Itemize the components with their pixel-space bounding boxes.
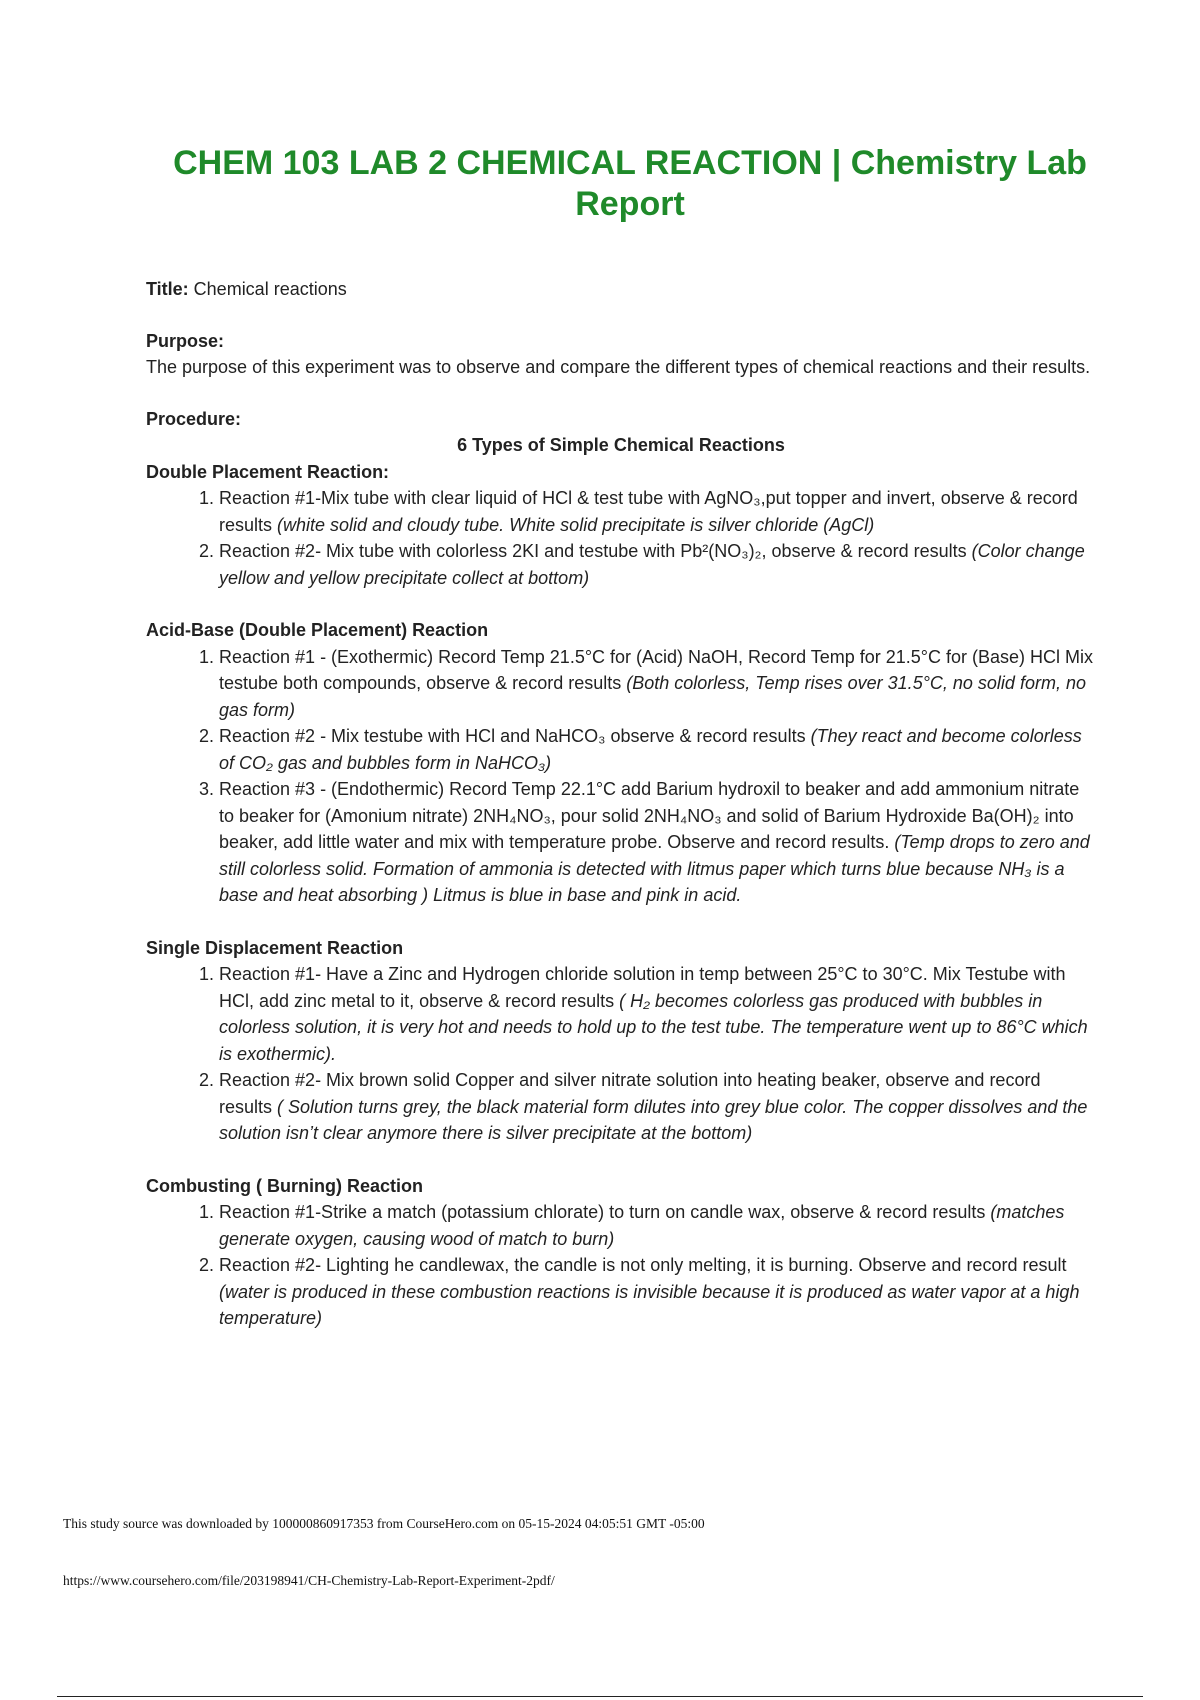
- reaction-text: Reaction #2- Mix tube with colorless 2KI and testube with Pb²(NO₃)₂, observe & record results: [219, 541, 972, 561]
- source-url-footer[interactable]: https://www.coursehero.com/file/203198941/CH-Chemistry-Lab-Report-Experiment-2pdf/: [63, 1573, 555, 1588]
- procedure-heading: Procedure:: [146, 408, 242, 429]
- list-item: [219, 538, 1096, 591]
- document-body: [146, 276, 1096, 1332]
- reaction-text: Reaction #3 - (Endothermic) Record Temp 22.1°C add Barium hydroxil to beaker and add ammonium nitrate to beaker for (Amonium nitrate) 2NH₄NO₃, pour solid 2NH₄NO₃ and solid of Barium Hydroxide Ba(OH)₂ into beaker, add little water and mix with temperature probe. Observe and record results.: [219, 779, 1080, 852]
- list-item: [219, 485, 1096, 538]
- title-label: Title:: [146, 279, 189, 299]
- bottom-divider: [57, 1696, 1143, 1697]
- list-item: [219, 1199, 1096, 1252]
- document-title: CHEM 103 LAB 2 CHEMICAL REACTION | Chemistry Lab Report: [173, 144, 1087, 223]
- list-item: [219, 1252, 1096, 1332]
- list-item: [219, 961, 1096, 1067]
- list-item: [219, 723, 1096, 776]
- reaction-text: Reaction #2- Lighting he candlewax, the candle is not only melting, it is burning. Observe and record result: [219, 1255, 1067, 1275]
- section-heading-combusting: Combusting ( Burning) Reaction: [146, 1175, 423, 1196]
- section-heading-double-placement: Double Placement Reaction:: [146, 461, 390, 482]
- reaction-text: Reaction #1-Strike a match (potassium chlorate) to turn on candle wax, observe & record results: [219, 1202, 991, 1222]
- reaction-text: Reaction #2 - Mix testube with HCl and NaHCO₃ observe & record results: [219, 726, 811, 746]
- purpose-text: The purpose of this experiment was to observe and compare the different types of chemical reactions and their results.: [146, 357, 1091, 377]
- title-line: [146, 276, 1096, 303]
- download-source-footer: This study source was downloaded by 100000860917353 from CourseHero.com on 05-15-2024 04:05:51 GMT -05:00: [63, 1516, 705, 1531]
- reaction-observation: (Temp drops to zero and still colorless solid. Formation of ammonia is detected with litmus paper which turns blue because NH₃ is a base and heat absorbing ) Litmus is blue in base and pink in acid.: [219, 832, 1090, 905]
- list-item: [219, 1067, 1096, 1147]
- reaction-list-acid-base: [146, 644, 1096, 909]
- reaction-observation: (They react and become colorless of CO₂ gas and bubbles form in NaHCO₃): [219, 726, 1082, 773]
- section-heading-single-displacement: Single Displacement Reaction: [146, 937, 404, 958]
- section-heading-acid-base: Acid-Base (Double Placement) Reaction: [146, 620, 489, 640]
- title-value: Chemical reactions: [188, 279, 347, 299]
- reaction-text: Reaction #1-Mix tube with clear liquid of HCl & test tube with AgNO₃,put topper and invert, observe & record results: [219, 488, 1078, 535]
- reaction-observation: (water is produced in these combustion reactions is invisible because it is produced as water vapor at a high temperature): [219, 1281, 1080, 1328]
- reaction-text: Reaction #2- Mix brown solid Copper and silver nitrate solution into heating beaker, observe and record results: [219, 1070, 1041, 1117]
- reaction-list-single-displacement: [146, 961, 1096, 1147]
- reaction-text: Reaction #1 - (Exothermic) Record Temp 21.5°C for (Acid) NaOH, Record Temp for 21.5°C for (Base) HCl Mix testube both compounds, observe & record results: [219, 646, 1094, 693]
- list-item: [219, 776, 1096, 909]
- reaction-observation: (white solid and cloudy tube. White solid precipitate is silver chloride (AgCl): [277, 514, 875, 535]
- reaction-observation: ( Solution turns grey, the black material form dilutes into grey blue color. The copper dissolves and the solution isn’t clear anymore there is silver precipitate at the bottom): [219, 1096, 1088, 1143]
- reaction-list-combusting: [146, 1199, 1096, 1332]
- reaction-observation: (Color change yellow and yellow precipitate collect at bottom): [219, 541, 1085, 588]
- reaction-observation: ( H₂ becomes colorless gas produced with bubbles in colorless solution, it is very hot and needs to hold up to the test tube. The temperature went up to 86°C which is exothermic).: [219, 990, 1088, 1064]
- procedure-subheading: 6 Types of Simple Chemical Reactions: [457, 435, 785, 455]
- reaction-observation: (matches generate oxygen, causing wood of match to burn): [219, 1202, 1065, 1249]
- reaction-list-double-placement: [146, 485, 1096, 591]
- reaction-observation: (Both colorless, Temp rises over 31.5°C, no solid form, no gas form): [219, 673, 1086, 720]
- reaction-text: Reaction #1- Have a Zinc and Hydrogen chloride solution in temp between 25°C to 30°C. Mix Testube with HCl, add zinc metal to it, observe & record results: [219, 964, 1066, 1011]
- purpose-heading: Purpose:: [146, 330, 225, 351]
- list-item: [219, 644, 1096, 724]
